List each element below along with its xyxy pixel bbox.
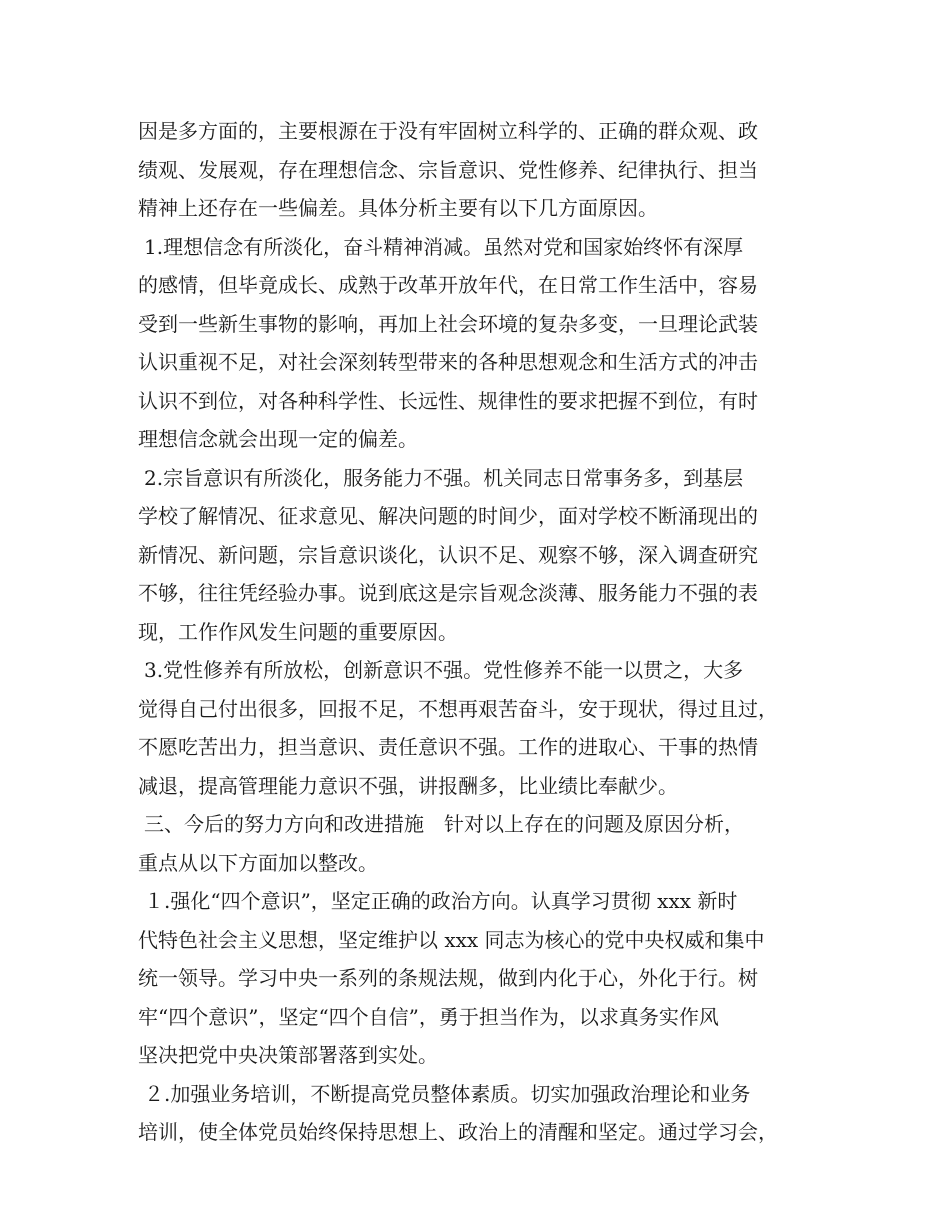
document-body <box>138 112 828 1152</box>
text-line: 受到一些新生事物的影响，再加上社会环境的复杂多变，一旦理论武装 <box>138 311 758 336</box>
text-line: 减退，提高管理能力意识不强，讲报酬多，比业绩比奉献少。 <box>138 773 678 798</box>
text-line: 不愿吃苦出力，担当意识、责任意识不强。工作的进取心、干事的热情 <box>138 735 758 759</box>
text-line: 坚决把党中央决策部署落到实处。 <box>138 1043 438 1067</box>
text-line: 牢“四个意识”，坚定“四个自信”，勇于担当作为，以求真务实作风 <box>138 1004 719 1029</box>
text-line: 认识重视不足，对社会深刻转型带来的各种思想观念和生活方式的冲击 <box>138 350 758 374</box>
text-line: 不够，往往凭经验办事。说到底这是宗旨观念淡薄、服务能力不强的表 <box>138 581 758 605</box>
text-line: 的感情，但毕竟成长、成熟于改革开放年代，在日常工作生活中，容易 <box>138 273 758 297</box>
text-line: 绩观、发展观，存在理想信念、宗旨意识、党性修养、纪律执行、担当 <box>138 157 758 182</box>
text-line: 认识不到位，对各种科学性、长远性、规律性的要求把握不到位，有时 <box>138 388 758 413</box>
text-line: 精神上还存在一些偏差。具体分析主要有以下几方面原因。 <box>138 196 658 220</box>
text-line: 现，工作作风发生问题的重要原因。 <box>138 619 458 644</box>
text-line: 统一领导。学习中央一系列的条规法规，做到内化于心，外化于行。树 <box>138 966 758 990</box>
text-line: 培训，使全体党员始终保持思想上、政治上的清醒和坚定。通过学习会， <box>138 1120 778 1144</box>
text-line: 因是多方面的，主要根源在于没有牢固树立科学的、正确的群众观、政 <box>138 119 758 143</box>
text-line: 理想信念就会出现一定的偏差。 <box>138 427 418 451</box>
text-line: 3.党性修养有所放松，创新意识不强。党性修养不能一以贯之，大多 <box>144 658 744 682</box>
text-line: 学校了解情况、征求意见、解决问题的时间少，面对学校不断涌现出的 <box>138 504 758 528</box>
text-line: 觉得自己付出很多，回报不足，不想再艰苦奋斗，安于现状，得过且过， <box>138 696 778 721</box>
text-line: 代特色社会主义思想，坚定维护以 xxx 同志为核心的党中央权威和集中 <box>138 927 765 952</box>
text-line: 三、今后的努力方向和改进措施 针对以上存在的问题及原因分析， <box>144 812 744 836</box>
text-line: 重点从以下方面加以整改。 <box>138 850 378 875</box>
text-line: 新情况、新问题，宗旨意识谈化，认识不足、观察不够，深入调查研究 <box>138 542 758 567</box>
text-line: 2.宗旨意识有所淡化，服务能力不强。机关同志日常事务多，到基层 <box>144 465 744 490</box>
text-line: １.强化“四个意识”，坚定正确的政治方向。认真学习贯彻 xxx 新时 <box>144 889 738 913</box>
text-line: ２.加强业务培训，不断提高党员整体素质。切实加强政治理论和业务 <box>144 1081 751 1106</box>
text-line: 1.理想信念有所淡化，奋斗精神消减。虽然对党和国家始终怀有深厚 <box>144 234 744 259</box>
